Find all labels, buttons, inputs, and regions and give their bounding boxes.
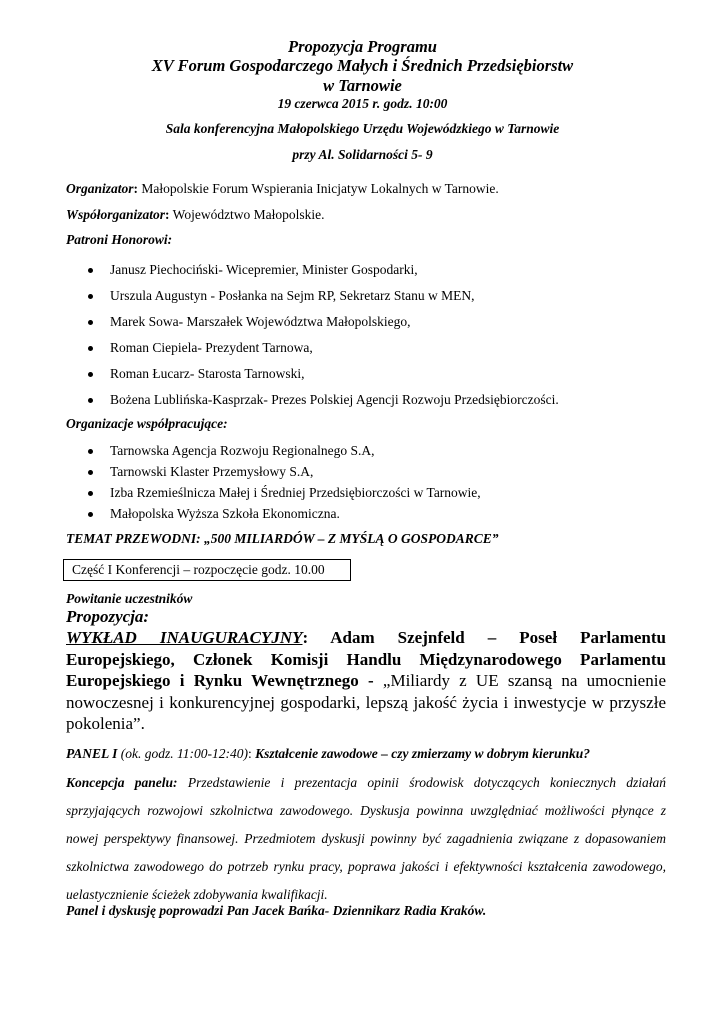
list-item: Urszula Augustyn - Posłanka na Sejm RP, Sekretarz Stanu w MEN, bbox=[88, 287, 559, 313]
organizer-colon: : bbox=[133, 181, 139, 196]
organizer-line bbox=[66, 181, 499, 197]
event-venue: Sala konferencyjna Małopolskiego Urzędu Wojewódzkiego w Tarnowie bbox=[165, 121, 560, 136]
list-item: Izba Rzemieślnicza Małej i Średniej Przedsiębiorczości w Tarnowie, bbox=[88, 484, 481, 505]
list-item: Tarnowski Klaster Przemysłowy S.A, bbox=[88, 463, 481, 484]
proposal-heading: Propozycja: bbox=[66, 607, 150, 626]
welcome-heading: Powitanie uczestników bbox=[66, 591, 193, 606]
event-date: 19 czerwca 2015 r. godz. 10:00 bbox=[277, 96, 448, 111]
forum-city: w Tarnowie bbox=[323, 76, 402, 95]
co-organizer-colon: : bbox=[165, 207, 170, 222]
cooperating-heading: Organizacje współpracujące: bbox=[66, 416, 228, 431]
co-organizer-value: Województwo Małopolskie. bbox=[169, 207, 325, 222]
moderator-line: Panel i dyskusję poprowadzi Pan Jacek Bańka- Dziennikarz Radia Kraków. bbox=[66, 903, 487, 918]
panel-one-label: PANEL I bbox=[66, 746, 118, 761]
panel-concept bbox=[66, 769, 666, 909]
cooperating-list bbox=[88, 442, 481, 526]
main-theme: TEMAT PRZEWODNI: „500 MILIARDÓW – Z MYŚLĄ O GOSPODARCE” bbox=[66, 531, 499, 546]
patrons-heading: Patroni Honorowi: bbox=[66, 232, 173, 247]
organizer-label: Organizator bbox=[66, 181, 134, 196]
concept-text: Przedstawienie i prezentacja opinii środowisk dotyczących koniecznych działań sprzyjających rozwojowi szkolnictwa zawodowego. Dyskusja powinna uwzględniać możliwości płynące z nowej perspektywy finansowej. Przedmiotem dyskusji powinny być zagadnienia związane z dopasowaniem szkolnictwa zawodowego do potrzeb rynku pracy, poprawa jakości i efektywności kształcenia zawodowego, uelastycznienie ścieżek zdobywania kwalifikacji. bbox=[66, 775, 666, 902]
list-item: Janusz Piechociński- Wicepremier, Minister Gospodarki, bbox=[88, 261, 559, 287]
list-item: Bożena Lublińska-Kasprzak- Prezes Polskiej Agencji Rozwoju Przedsiębiorczości. bbox=[88, 391, 559, 417]
lecture-speaker: Adam Szejnfeld – Poseł Parlamentu Europejskiego, Członek Komisji Handlu Międzynarodowego Parlamentu Europejskiego i Rynku Wewnętrznego - bbox=[66, 628, 667, 690]
lecture-label: WYKŁAD INAUGURACYJNY bbox=[66, 628, 303, 647]
concept-label: Koncepcja panelu: bbox=[66, 775, 178, 790]
part-one-box: Część I Konferencji – rozpoczęcie godz. 10.00 bbox=[63, 559, 351, 581]
list-item: Roman Ciepiela- Prezydent Tarnowa, bbox=[88, 339, 559, 365]
panel-one-colon: : bbox=[248, 746, 256, 761]
program-title: Propozycja Programu bbox=[288, 37, 437, 56]
panel-one-line bbox=[66, 746, 666, 762]
co-organizer-label: Współorganizator bbox=[66, 207, 166, 222]
organizer-value: Małopolskie Forum Wspierania Inicjatyw Lokalnych w Tarnowie. bbox=[138, 181, 499, 196]
forum-title: XV Forum Gospodarczego Małych i Średnich Przedsiębiorstw bbox=[151, 56, 574, 75]
inaugural-lecture bbox=[66, 627, 666, 735]
list-item: Małopolska Wyższa Szkoła Ekonomiczna. bbox=[88, 505, 481, 526]
list-item: Marek Sowa- Marszałek Województwa Małopolskiego, bbox=[88, 313, 559, 339]
lecture-topic: „Miliardy z UE szansą na umocnienie nowoczesnej i konkurencyjnej gospodarki, lepszą jakość życia i inwestycje w przyszłe pokolenia”. bbox=[66, 671, 666, 733]
panel-one-time: (ok. godz. 11:00-12:40) bbox=[117, 746, 248, 761]
lecture-colon: : bbox=[302, 628, 309, 647]
list-item: Roman Łucarz- Starosta Tarnowski, bbox=[88, 365, 559, 391]
list-item: Tarnowska Agencja Rozwoju Regionalnego S.A, bbox=[88, 442, 481, 463]
co-organizer-line bbox=[66, 207, 325, 223]
panel-one-title: Kształcenie zawodowe – czy zmierzamy w dobrym kierunku? bbox=[255, 746, 591, 761]
event-address: przy Al. Solidarności 5- 9 bbox=[292, 147, 433, 162]
patrons-list bbox=[88, 261, 559, 417]
